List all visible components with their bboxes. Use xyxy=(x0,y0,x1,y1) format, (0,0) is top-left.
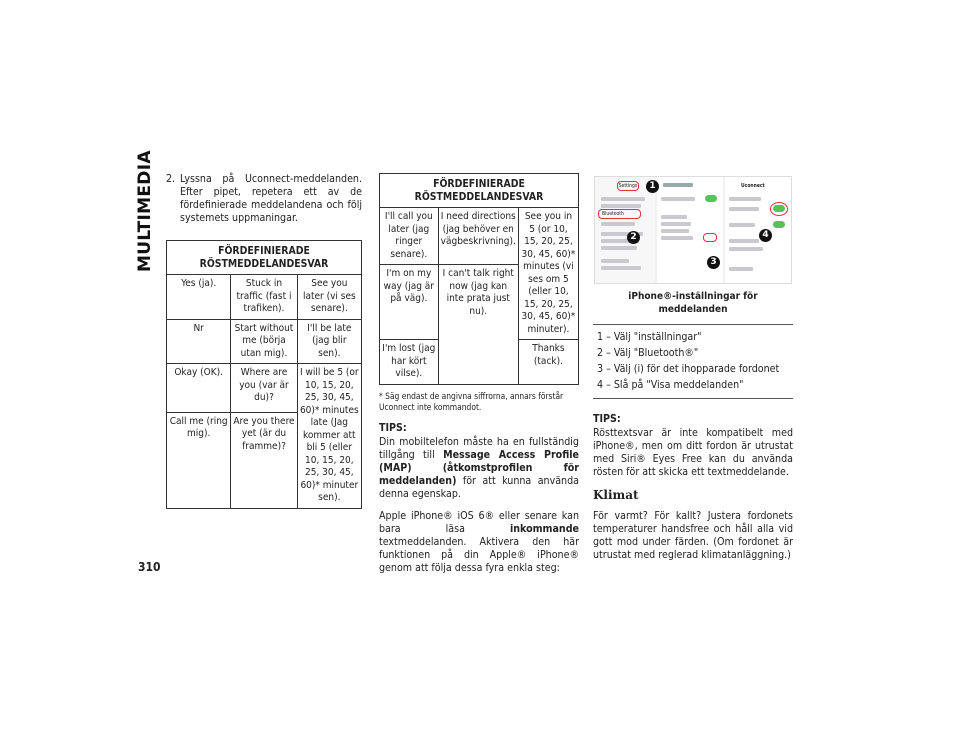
voice-responses-table-2 xyxy=(379,173,579,385)
bluetooth-toggle-icon xyxy=(705,195,717,202)
table-row xyxy=(380,208,579,265)
table-cell: See you later (vi ses senare). xyxy=(297,275,361,320)
uconnect-label: Uconnect xyxy=(741,183,765,189)
table-cell: I'll be late (jag blir sen). xyxy=(297,319,361,364)
voice-responses-table-1 xyxy=(166,240,362,509)
column-1 xyxy=(166,173,362,509)
step-2 xyxy=(166,173,362,225)
klimat-paragraph: För varmt? För kallt? Justera fordonets temperaturer handsfree och håll alla vid gott mod under färden. (Om fordonet är utrustat med reglerad klimatanläggning.) xyxy=(593,510,793,561)
klimat-heading: Klimat xyxy=(593,488,639,502)
tips-label: TIPS: xyxy=(379,421,407,434)
tips-paragraph: Din mobiltelefon måste ha en fullständig tillgång till Message Access Profile (MAP) (åtkomstprofilen för meddelanden) för att kunna använda denna egenskap. xyxy=(379,435,579,500)
table-row xyxy=(167,364,362,413)
section-title: MULTIMEDIA xyxy=(135,150,155,272)
table-row xyxy=(167,275,362,320)
figure-caption: iPhone®-inställningar för meddelanden xyxy=(628,291,758,315)
list-item: 1 – Välj "inställningar" xyxy=(597,331,702,343)
table-cell: I will be 5 (or 10, 15, 20, 25, 30, 45, 60)* minutes late (Jag kommer att bli 5 (eller 10, 15, 20, 25, 30, 45, 60)* minuter sen). xyxy=(297,364,361,509)
list-item: 4 – Slå på "Visa meddelanden" xyxy=(597,379,744,391)
toggle-highlight-icon xyxy=(770,202,788,216)
steps-list xyxy=(593,324,793,399)
iphone-settings-screenshot xyxy=(594,176,792,284)
column-3 xyxy=(593,176,793,571)
table-2-header: FÖRDEFINIERADE RÖSTMEDDELANDESVAR xyxy=(380,174,579,208)
step-2-text: Lyssna på Uconnect-meddelanden. Efter pipet, repetera ett av de fördefinierade meddelandena och följ systemets uppmaningar. xyxy=(180,173,362,224)
table-cell: Stuck in traffic (fast i trafiken). xyxy=(231,275,297,320)
table-row xyxy=(167,319,362,364)
list-item: 2 – Välj "Bluetooth®" xyxy=(597,347,699,359)
callout-3: 3 xyxy=(707,256,720,269)
table-cell: See you in 5 (or 10, 15, 20, 25, 30, 45, 60)* minutes (vi ses om 5 (eller 10, 15, 20, 25, 30, 45, 60)* minuter). xyxy=(518,208,578,340)
table-cell: I'll call you later (jag ringer senare). xyxy=(380,208,439,265)
callout-1: 1 xyxy=(646,180,659,193)
table-cell: Are you there yet (är du framme)? xyxy=(231,412,297,508)
page-number: 310 xyxy=(138,560,161,574)
table-cell: I'm on my way (jag är på väg). xyxy=(380,265,439,340)
table-cell: I can't talk right now (jag kan inte prata just nu). xyxy=(438,265,518,385)
apple-paragraph: Apple iPhone® iOS 6® eller senare kan bara läsa inkommande textmeddelanden. Aktivera den här funktionen på din Apple® iPhone® genom att följa dessa fyra enkla steg: xyxy=(379,509,579,574)
footnote: * Säg endast de angivna siffrorna, annars förstår Uconnect inte kommandot. xyxy=(379,390,564,412)
bluetooth-label: Bluetooth xyxy=(598,209,641,219)
tips-label-2: TIPS: xyxy=(593,413,621,425)
table-cell: Where are you (var är du)? xyxy=(231,364,297,413)
callout-4: 4 xyxy=(759,229,772,242)
table-1-header: FÖRDEFINIERADE RÖSTMEDDELANDESVAR xyxy=(167,241,362,275)
step-2-number: 2. xyxy=(166,173,176,185)
table-cell: I'm lost (jag har kört vilse). xyxy=(380,340,439,385)
table-cell: Yes (ja). xyxy=(167,275,231,320)
list-item: 3 – Välj (i) för det ihopparade fordonet xyxy=(597,363,780,375)
table-cell: Call me (ring mig). xyxy=(167,412,231,508)
settings-label: Settings xyxy=(618,183,638,189)
sync-contacts-toggle-icon xyxy=(773,221,785,228)
table-cell: I need directions (jag behöver en vägbeskrivning). xyxy=(438,208,518,265)
table-cell: Nr xyxy=(167,319,231,364)
table-cell: Thanks (tack). xyxy=(518,340,578,385)
callout-2: 2 xyxy=(627,231,640,244)
table-cell: Okay (OK). xyxy=(167,364,231,413)
tips-paragraph-2: Rösttextsvar är inte kompatibelt med iPhone®, men om ditt fordon är utrustat med Siri® Eyes Free kan du använda rösten för att skicka ett textmeddelande. xyxy=(593,427,793,478)
column-2 xyxy=(379,173,579,584)
uconnect-pane xyxy=(725,177,791,283)
info-button-highlight-icon xyxy=(703,233,717,242)
settings-pane xyxy=(595,177,655,283)
table-cell: Start without me (börja utan mig). xyxy=(231,319,297,364)
